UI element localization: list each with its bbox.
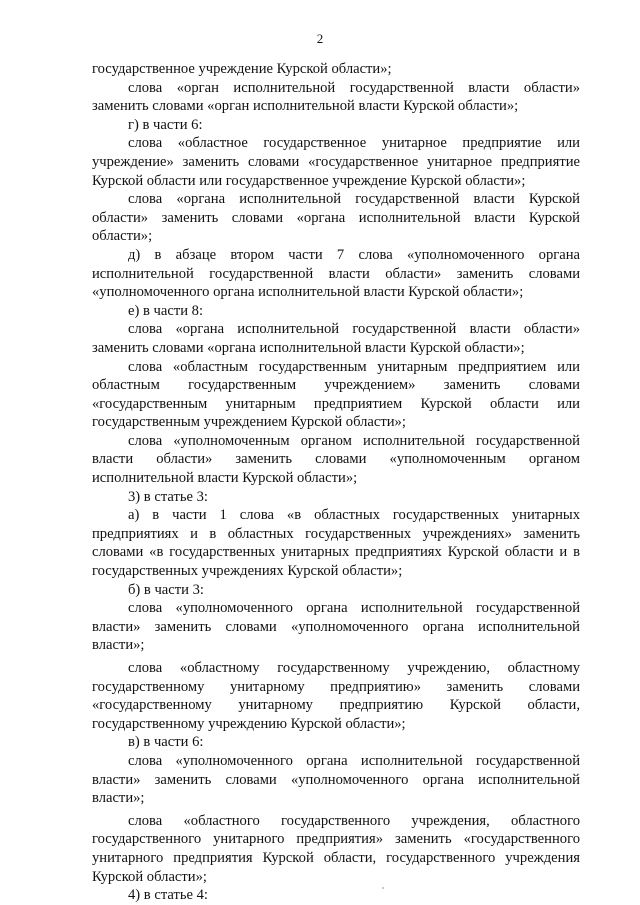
document-body [92, 60, 580, 905]
paragraph-18: слова «областного государственного учреждения, областного государственного унитарного предприятия» заменить «государственного унитарного предприятия Курской области, государственного учреждения Курской области»; [92, 812, 580, 885]
paragraph-5: слова «органа исполнительной государственной власти Курской области» заменить словами «органа исполнительной власти Курской области»; [92, 191, 580, 245]
paragraph-19: 4) в статье 4: [128, 887, 208, 904]
paragraph-15: слова «областному государственному учреждению, областному государственному унитарному предприятию» заменить словами «государственному унитарному предприятию Курской области, государственному учреждению Курской области»; [92, 660, 580, 732]
paragraph-16: в) в части 6: [128, 734, 204, 751]
paragraph-13: б) в части 3: [128, 581, 204, 598]
paragraph-8: слова «органа исполнительной государственной власти области» заменить словами «органа исполнительной власти Курской области»; [92, 321, 580, 356]
paragraph-9: слова «областным государственным унитарным предприятием или областным государственным учреждением» заменить словами «государственным унитарным предприятием Курской области или государственным учреждением Курской области»; [92, 358, 580, 431]
paragraph-10: слова «уполномоченным органом исполнительной государственной власти области» заменить словами «уполномоченным органом исполнительной власти Курской области»; [92, 432, 580, 487]
paragraph-14: слова «уполномоченного органа исполнительной государственной власти» заменить словами «уполномоченного органа исполнительной власти»; [92, 600, 580, 654]
paragraph-17: слова «уполномоченного органа исполнительной государственной власти» заменить словами «уполномоченного органа исполнительной власти»; [92, 752, 580, 807]
paragraph-6: д) в абзаце втором части 7 слова «уполномоченного органа исполнительной государственной власти области» заменить словами «уполномоченного органа исполнительной власти Курской области»; [92, 246, 580, 301]
paragraph-11: 3) в статье 3: [128, 488, 208, 505]
paragraph-3: г) в части 6: [128, 116, 203, 133]
page-number: 2 [316, 31, 324, 46]
paragraph-12: а) в части 1 слова «в областных государственных унитарных предприятиях и в областных государственных учреждениях» заменить словами «в государственных унитарных предприятиях Курской области и в государственных учреждениях Курской области»; [92, 507, 580, 580]
paragraph-1: государственное учреждение Курской области»; [92, 61, 392, 77]
paragraph-7: е) в части 8: [128, 302, 204, 319]
paragraph-4: слова «областное государственное унитарное предприятие или учреждение» заменить словами «государственное унитарное предприятие Курской области или государственное учреждение Курской области»; [92, 135, 580, 189]
scan-speck [382, 887, 384, 889]
paragraph-2: слова «орган исполнительной государственной власти области» заменить словами «орган исполнительной власти Курской области»; [92, 79, 580, 115]
